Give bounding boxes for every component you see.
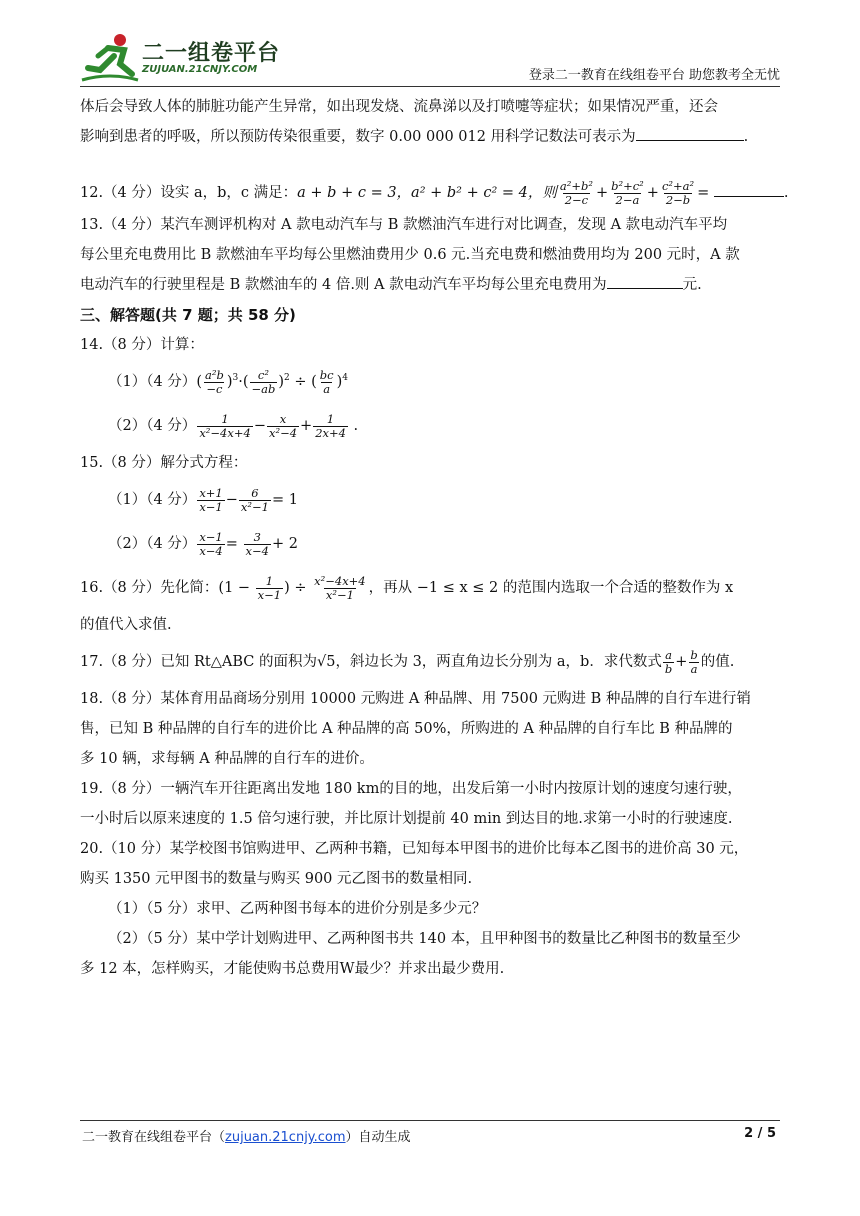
logo-title: 二一组卷平台 — [142, 41, 281, 66]
question-18-line: 售，已知 B 种品牌的自行车的进价比 A 种品牌的高 50%，所购进的 A 种品牌的自行车比 B 种品牌的 — [80, 721, 733, 737]
question-20-line: 20.（10 分）某学校图书馆购进甲、乙两种书籍，已知每本甲图书的进价比每本乙图书的进价高 30 元， — [80, 841, 749, 857]
question-14-2: （2）（4 分） $\frac{1}{\text{x²−4x+4}}$ − $\frac{x}{\text{x²−4}}$ + $\frac{1}{2x+4}$ . — [108, 411, 359, 440]
section-heading: 三、解答题(共 7 题；共 58 分) — [80, 306, 296, 324]
footer-divider — [80, 1120, 780, 1121]
question-13-line: 电动汽车的行驶里程是 B 款燃油车的 4 倍.则 A 款电动汽车平均每公里充电费用为 元. — [80, 270, 780, 300]
question-17: 17.（8 分）已知 Rt△ABC 的面积为√5，斜边长为 3，两直角边长分别为 a，b．求代数式 $\frac{a}{b}$ + $\frac{b}{a}$ 的值. — [80, 647, 735, 676]
question-13-line: 每公里充电费用比 B 款燃油车平均每公里燃油费用少 0.6 元.当充电费和燃油费用均为 200 元时，A 款 — [80, 247, 740, 263]
question-15-2: （2）（4 分） $\frac{x-1}{x-4}$ = $\frac{3}{x-4}$ + 2 — [108, 529, 298, 558]
fraction: $\frac{x}{\text{x²−4}}$ — [268, 411, 298, 440]
question-18-line: 多 10 辆，求每辆 A 种品牌的自行车的进价。 — [80, 751, 374, 767]
fraction: $\frac{6}{\text{x²−1}}$ — [240, 485, 269, 514]
fraction: $\frac{3}{x-4}$ — [245, 529, 269, 558]
page-number: 2 / 5 — [744, 1126, 776, 1141]
question-20-2: （2）（5 分）某中学计划购进甲、乙两种图书共 140 本，且甲种图书的数量比乙种图书的数量至少 — [108, 931, 741, 947]
answer-blank — [607, 272, 683, 289]
fraction: $\frac{bc}{a}$ — [319, 367, 334, 396]
text-line: 影响到患者的呼吸，所以预防传染很重要，数字 0.00 000 012 用科学记数法可表示为 . — [80, 122, 780, 152]
question-20-1: （1）（5 分）求甲、乙两种图书每本的进价分别是多少元？ — [108, 901, 487, 917]
runner-logo-icon — [80, 30, 140, 86]
page-header — [80, 30, 780, 88]
fraction: $\frac{\text{x²−4x+4}}{\text{x²−1}}$ — [314, 573, 366, 602]
footer-source: 二一教育在线组卷平台（zujuan.21cnjy.com）自动生成 — [82, 1130, 411, 1145]
fraction: $\frac{1}{\text{x²−4x+4}}$ — [199, 411, 251, 440]
fraction: $\frac{\text{b²+c²}}{2-a}$ — [611, 178, 644, 207]
fraction: $\frac{\text{a²+b²}}{2-c}$ — [559, 178, 593, 207]
answer-blank — [714, 180, 784, 197]
question-13-line: 13.（4 分）某汽车测评机构对 A 款电动汽车与 B 款燃油汽车进行对比调查，发现 A 款电动汽车平均 — [80, 217, 728, 233]
question-16: 16.（8 分）先化简：(1 − $\frac{1}{x-1}$ ) ÷ $\frac{\text{x²−4x+4}}{\text{x²−1}}$ ，再从 −1 ≤ x ≤ 2 的范围内选取一个合适的整数作为 x — [80, 573, 734, 602]
fraction: $\frac{\text{c²+a²}}{2-b}$ — [661, 178, 695, 207]
question-19-line: 19.（8 分）一辆汽车开往距离出发地 180 km的目的地，出发后第一小时内按原计划的速度匀速行驶， — [80, 781, 742, 797]
logo[interactable] — [80, 30, 280, 88]
logo-url: ZUJUAN.21CNJY.COM — [142, 64, 258, 75]
text-line: 体后会导致人体的肺脏功能产生异常，如出现发烧、流鼻涕以及打喷嚏等症状；如果情况严重，还会 — [80, 99, 718, 115]
fraction: $\frac{a}{b}$ — [664, 647, 673, 676]
fraction: $\frac{\text{a²b}}{-c}$ — [204, 367, 224, 396]
fraction: $\frac{x-1}{x-4}$ — [199, 529, 223, 558]
question-12: 12.（4 分）设实 a，b，c 满足：a + b + c = 3，a² + b² + c² = 4，则 $\frac{\text{a²+b²}}{2-c}$ + $\frac{\text{b²+c²}}{2-a}$ + $\frac{\text{c²+a²}}{2-b}$ = . — [80, 178, 789, 207]
question-14: 14.（8 分）计算： — [80, 337, 204, 353]
document-body — [80, 92, 789, 984]
answer-blank — [636, 124, 744, 141]
question-15: 15.（8 分）解分式方程： — [80, 455, 248, 471]
header-divider — [80, 86, 780, 87]
question-14-1: （1）（4 分）( $\frac{\text{a²b}}{-c}$ )$^3$·( $\frac{\text{c²}}{-ab}$ )$^2$ ÷ ( $\frac{bc}{a}$ )$^4$ — [108, 367, 349, 396]
question-18-line: 18.（8 分）某体育用品商场分别用 10000 元购进 A 种品牌、用 7500 元购进 B 种品牌的自行车进行销 — [80, 691, 751, 707]
fraction: $\frac{1}{x-1}$ — [257, 573, 282, 602]
fraction: $\frac{x+1}{x-1}$ — [199, 485, 223, 514]
question-20-2-line: 多 12 本，怎样购买，才能使购书总费用W最少？并求出最少费用. — [80, 961, 505, 977]
header-slogan: 登录二一教育在线组卷平台 助您教考全无忧 — [528, 68, 780, 83]
question-15-1: （1）（4 分） $\frac{x+1}{x-1}$ − $\frac{6}{\text{x²−1}}$ = 1 — [108, 485, 298, 514]
fraction: $\frac{b}{a}$ — [690, 647, 698, 676]
question-20-line: 购买 1350 元甲图书的数量与购买 900 元乙图书的数量相同. — [80, 871, 473, 887]
question-16-line: 的值代入求值. — [80, 617, 172, 633]
fraction: $\frac{1}{2x+4}$ — [315, 411, 346, 440]
fraction: $\frac{\text{c²}}{-ab}$ — [251, 367, 276, 396]
footer-link[interactable]: zujuan.21cnjy.com — [225, 1130, 346, 1145]
question-19-line: 一小时后以原来速度的 1.5 倍匀速行驶，并比原计划提前 40 min 到达目的地.求第一小时的行驶速度. — [80, 811, 733, 827]
